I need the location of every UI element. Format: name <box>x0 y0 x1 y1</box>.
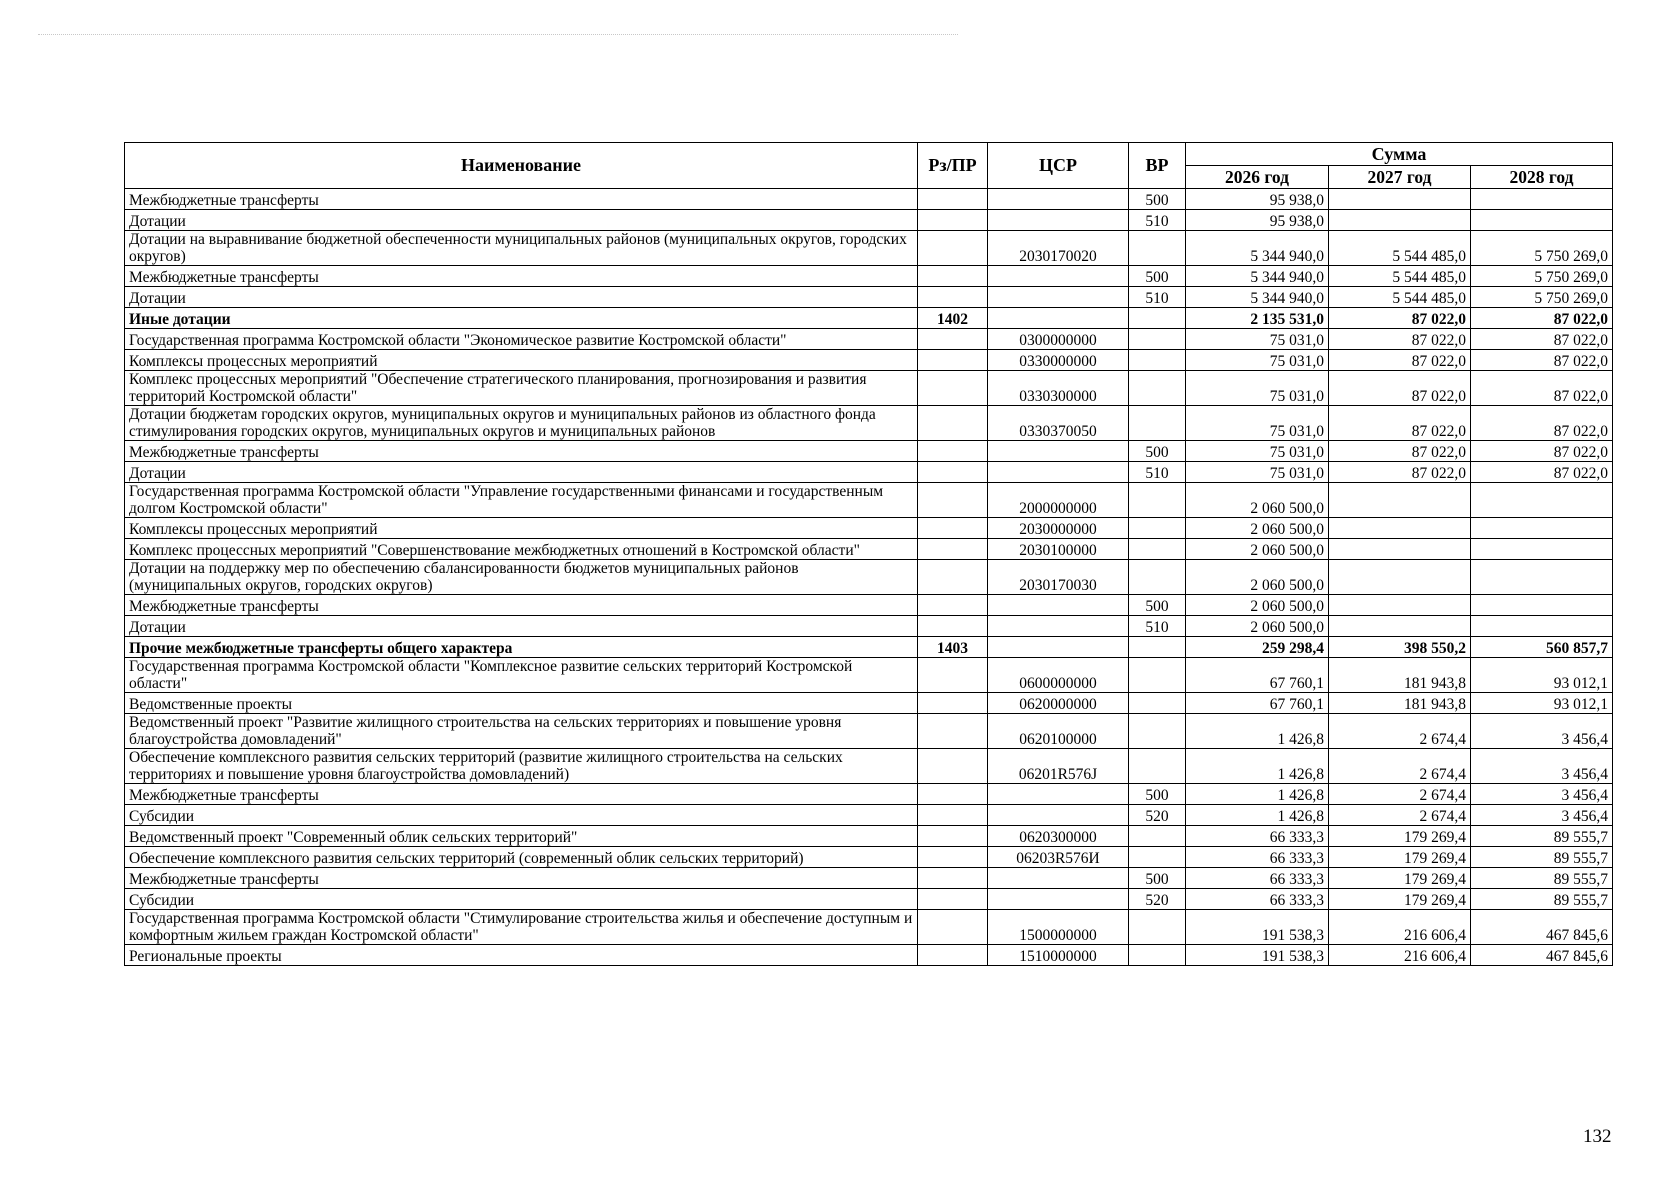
cell-sum-2028 <box>1471 189 1613 210</box>
cell-csr <box>988 308 1129 329</box>
cell-rz-pr <box>918 329 988 350</box>
cell-vr <box>1129 483 1186 518</box>
cell-sum-2028: 3 456,4 <box>1471 784 1613 805</box>
cell-sum-2028: 87 022,0 <box>1471 350 1613 371</box>
cell-csr <box>988 616 1129 637</box>
cell-sum-2027: 87 022,0 <box>1329 350 1471 371</box>
cell-sum-2026: 5 344 940,0 <box>1186 266 1329 287</box>
cell-csr: 0600000000 <box>988 658 1129 693</box>
cell-name: Межбюджетные трансферты <box>125 595 918 616</box>
table-row <box>125 784 1613 805</box>
cell-vr: 510 <box>1129 287 1186 308</box>
cell-sum-2026: 1 426,8 <box>1186 805 1329 826</box>
table-row <box>125 462 1613 483</box>
cell-sum-2026: 75 031,0 <box>1186 406 1329 441</box>
cell-sum-2026: 95 938,0 <box>1186 189 1329 210</box>
cell-vr: 510 <box>1129 462 1186 483</box>
cell-name: Межбюджетные трансферты <box>125 441 918 462</box>
cell-name: Государственная программа Костромской области "Стимулирование строительства жилья и обеспечение доступным и комфортным жильем граждан Костромской области" <box>125 910 918 945</box>
cell-rz-pr <box>918 210 988 231</box>
cell-sum-2027: 5 544 485,0 <box>1329 231 1471 266</box>
cell-rz-pr <box>918 616 988 637</box>
cell-rz-pr <box>918 945 988 966</box>
cell-name: Дотации на поддержку мер по обеспечению сбалансированности бюджетов муниципальных районов (муниципальных округов, городских округов) <box>125 560 918 595</box>
cell-name: Комплексы процессных мероприятий <box>125 350 918 371</box>
cell-vr <box>1129 693 1186 714</box>
table-row <box>125 805 1613 826</box>
table-row <box>125 749 1613 784</box>
cell-sum-2028: 5 750 269,0 <box>1471 231 1613 266</box>
table-row <box>125 371 1613 406</box>
cell-rz-pr <box>918 693 988 714</box>
cell-vr <box>1129 910 1186 945</box>
cell-rz-pr <box>918 462 988 483</box>
cell-csr: 0620000000 <box>988 693 1129 714</box>
table-row <box>125 350 1613 371</box>
cell-sum-2026: 2 060 500,0 <box>1186 518 1329 539</box>
cell-name: Субсидии <box>125 889 918 910</box>
cell-sum-2027 <box>1329 539 1471 560</box>
table-row <box>125 826 1613 847</box>
cell-csr <box>988 266 1129 287</box>
cell-sum-2028 <box>1471 560 1613 595</box>
cell-vr: 500 <box>1129 595 1186 616</box>
header-vr: ВР <box>1129 143 1186 189</box>
cell-vr <box>1129 329 1186 350</box>
cell-vr: 510 <box>1129 210 1186 231</box>
cell-csr <box>988 889 1129 910</box>
cell-csr <box>988 441 1129 462</box>
cell-name: Дотации бюджетам городских округов, муниципальных округов и муниципальных районов из областного фонда стимулирования городских округов, муниципальных округов и муниципальных районов <box>125 406 918 441</box>
cell-sum-2028 <box>1471 483 1613 518</box>
cell-csr <box>988 189 1129 210</box>
header-name: Наименование <box>125 143 918 189</box>
cell-sum-2026: 75 031,0 <box>1186 441 1329 462</box>
cell-vr <box>1129 945 1186 966</box>
cell-sum-2027: 87 022,0 <box>1329 441 1471 462</box>
cell-name: Ведомственный проект "Современный облик сельских территорий" <box>125 826 918 847</box>
cell-sum-2027: 179 269,4 <box>1329 868 1471 889</box>
cell-sum-2028: 89 555,7 <box>1471 889 1613 910</box>
cell-csr: 06201R576J <box>988 749 1129 784</box>
cell-sum-2027 <box>1329 189 1471 210</box>
cell-sum-2028: 3 456,4 <box>1471 714 1613 749</box>
cell-sum-2026: 75 031,0 <box>1186 329 1329 350</box>
cell-vr <box>1129 749 1186 784</box>
cell-csr: 0620300000 <box>988 826 1129 847</box>
cell-sum-2027: 2 674,4 <box>1329 714 1471 749</box>
cell-sum-2028: 87 022,0 <box>1471 371 1613 406</box>
cell-rz-pr <box>918 539 988 560</box>
cell-csr: 0330300000 <box>988 371 1129 406</box>
cell-vr: 500 <box>1129 441 1186 462</box>
cell-vr <box>1129 637 1186 658</box>
cell-sum-2026: 67 760,1 <box>1186 658 1329 693</box>
cell-csr: 2030000000 <box>988 518 1129 539</box>
table-row <box>125 210 1613 231</box>
cell-csr: 0330370050 <box>988 406 1129 441</box>
cell-rz-pr <box>918 441 988 462</box>
cell-sum-2026: 1 426,8 <box>1186 714 1329 749</box>
cell-rz-pr <box>918 714 988 749</box>
cell-sum-2028 <box>1471 616 1613 637</box>
cell-sum-2027: 87 022,0 <box>1329 462 1471 483</box>
cell-sum-2028: 3 456,4 <box>1471 805 1613 826</box>
cell-sum-2026: 5 344 940,0 <box>1186 231 1329 266</box>
cell-name: Дотации на выравнивание бюджетной обеспеченности муниципальных районов (муниципальных округов, городских округов) <box>125 231 918 266</box>
cell-sum-2026: 2 060 500,0 <box>1186 616 1329 637</box>
cell-sum-2026: 95 938,0 <box>1186 210 1329 231</box>
cell-sum-2027: 181 943,8 <box>1329 693 1471 714</box>
cell-rz-pr <box>918 868 988 889</box>
cell-name: Прочие межбюджетные трансферты общего характера <box>125 637 918 658</box>
table-row <box>125 441 1613 462</box>
table-row <box>125 945 1613 966</box>
cell-name: Обеспечение комплексного развития сельских территорий (современный облик сельских территорий) <box>125 847 918 868</box>
cell-vr: 520 <box>1129 805 1186 826</box>
cell-name: Государственная программа Костромской области "Комплексное развитие сельских территорий Костромской области" <box>125 658 918 693</box>
cell-sum-2028: 89 555,7 <box>1471 826 1613 847</box>
cell-sum-2026: 2 060 500,0 <box>1186 595 1329 616</box>
cell-name: Межбюджетные трансферты <box>125 868 918 889</box>
cell-vr <box>1129 518 1186 539</box>
cell-rz-pr <box>918 266 988 287</box>
cell-sum-2028: 467 845,6 <box>1471 945 1613 966</box>
cell-vr <box>1129 371 1186 406</box>
table-row <box>125 910 1613 945</box>
cell-sum-2028: 87 022,0 <box>1471 406 1613 441</box>
table-row <box>125 406 1613 441</box>
budget-table <box>124 142 1613 966</box>
scan-artifact-line <box>38 34 958 35</box>
cell-sum-2027 <box>1329 210 1471 231</box>
table-row <box>125 693 1613 714</box>
cell-rz-pr <box>918 518 988 539</box>
cell-rz-pr <box>918 483 988 518</box>
header-year-2026: 2026 год <box>1186 166 1329 189</box>
cell-sum-2026: 66 333,3 <box>1186 868 1329 889</box>
cell-vr: 500 <box>1129 868 1186 889</box>
table-row <box>125 287 1613 308</box>
cell-sum-2028 <box>1471 539 1613 560</box>
cell-sum-2026: 67 760,1 <box>1186 693 1329 714</box>
cell-rz-pr: 1403 <box>918 637 988 658</box>
cell-sum-2027: 181 943,8 <box>1329 658 1471 693</box>
table-row <box>125 616 1613 637</box>
cell-sum-2027: 2 674,4 <box>1329 784 1471 805</box>
cell-sum-2027: 179 269,4 <box>1329 826 1471 847</box>
cell-vr <box>1129 847 1186 868</box>
cell-sum-2027 <box>1329 595 1471 616</box>
cell-vr <box>1129 826 1186 847</box>
cell-csr <box>988 462 1129 483</box>
table-row <box>125 714 1613 749</box>
table-row <box>125 483 1613 518</box>
cell-rz-pr <box>918 231 988 266</box>
cell-name: Межбюджетные трансферты <box>125 266 918 287</box>
cell-csr <box>988 637 1129 658</box>
cell-sum-2026: 2 135 531,0 <box>1186 308 1329 329</box>
cell-rz-pr <box>918 189 988 210</box>
cell-name: Комплексы процессных мероприятий <box>125 518 918 539</box>
cell-name: Комплекс процессных мероприятий "Обеспечение стратегического планирования, прогнозирования и развития территорий Костромской области" <box>125 371 918 406</box>
cell-name: Межбюджетные трансферты <box>125 784 918 805</box>
cell-csr: 0330000000 <box>988 350 1129 371</box>
cell-sum-2027 <box>1329 518 1471 539</box>
table-row <box>125 868 1613 889</box>
cell-name: Государственная программа Костромской области "Управление государственными финансами и государственным долгом Костромской области" <box>125 483 918 518</box>
cell-sum-2027: 87 022,0 <box>1329 371 1471 406</box>
table-row <box>125 658 1613 693</box>
cell-sum-2026: 5 344 940,0 <box>1186 287 1329 308</box>
table-row <box>125 539 1613 560</box>
cell-sum-2026: 66 333,3 <box>1186 826 1329 847</box>
table-row <box>125 595 1613 616</box>
cell-name: Иные дотации <box>125 308 918 329</box>
cell-sum-2028: 87 022,0 <box>1471 308 1613 329</box>
cell-csr: 2000000000 <box>988 483 1129 518</box>
cell-sum-2028 <box>1471 210 1613 231</box>
cell-csr <box>988 595 1129 616</box>
cell-vr <box>1129 406 1186 441</box>
cell-vr: 500 <box>1129 266 1186 287</box>
cell-sum-2027: 5 544 485,0 <box>1329 266 1471 287</box>
cell-sum-2028 <box>1471 595 1613 616</box>
cell-sum-2028: 93 012,1 <box>1471 693 1613 714</box>
cell-vr: 520 <box>1129 889 1186 910</box>
header-sum: Сумма <box>1186 143 1613 166</box>
table-row <box>125 329 1613 350</box>
cell-sum-2028 <box>1471 518 1613 539</box>
cell-sum-2027 <box>1329 560 1471 595</box>
cell-rz-pr <box>918 784 988 805</box>
cell-vr <box>1129 308 1186 329</box>
cell-rz-pr <box>918 560 988 595</box>
cell-sum-2028: 560 857,7 <box>1471 637 1613 658</box>
cell-sum-2028: 5 750 269,0 <box>1471 287 1613 308</box>
cell-vr: 510 <box>1129 616 1186 637</box>
cell-sum-2028: 3 456,4 <box>1471 749 1613 784</box>
table-row <box>125 518 1613 539</box>
cell-sum-2026: 1 426,8 <box>1186 784 1329 805</box>
table-row <box>125 560 1613 595</box>
table-header <box>125 143 1613 189</box>
table-row <box>125 189 1613 210</box>
cell-sum-2028: 5 750 269,0 <box>1471 266 1613 287</box>
cell-name: Межбюджетные трансферты <box>125 189 918 210</box>
cell-name: Дотации <box>125 210 918 231</box>
table-row <box>125 308 1613 329</box>
table-row <box>125 637 1613 658</box>
cell-vr <box>1129 560 1186 595</box>
cell-csr <box>988 805 1129 826</box>
cell-rz-pr <box>918 889 988 910</box>
cell-name: Субсидии <box>125 805 918 826</box>
cell-rz-pr <box>918 406 988 441</box>
cell-sum-2027: 216 606,4 <box>1329 910 1471 945</box>
cell-sum-2028: 87 022,0 <box>1471 329 1613 350</box>
table-row <box>125 266 1613 287</box>
cell-sum-2027: 398 550,2 <box>1329 637 1471 658</box>
cell-sum-2027: 87 022,0 <box>1329 308 1471 329</box>
header-year-2027: 2027 год <box>1329 166 1471 189</box>
cell-rz-pr <box>918 805 988 826</box>
cell-csr <box>988 210 1129 231</box>
cell-rz-pr: 1402 <box>918 308 988 329</box>
cell-sum-2027: 179 269,4 <box>1329 889 1471 910</box>
cell-vr <box>1129 350 1186 371</box>
cell-sum-2027: 2 674,4 <box>1329 749 1471 784</box>
cell-name: Обеспечение комплексного развития сельских территорий (развитие жилищного строительства на сельских территориях и повышение уровня благоустройства домовладений) <box>125 749 918 784</box>
cell-vr: 500 <box>1129 784 1186 805</box>
cell-name: Комплекс процессных мероприятий "Совершенствование межбюджетных отношений в Костромской области" <box>125 539 918 560</box>
cell-csr: 2030170020 <box>988 231 1129 266</box>
cell-vr <box>1129 231 1186 266</box>
cell-sum-2027: 87 022,0 <box>1329 329 1471 350</box>
cell-vr <box>1129 658 1186 693</box>
cell-rz-pr <box>918 658 988 693</box>
cell-name: Ведомственные проекты <box>125 693 918 714</box>
cell-csr: 0620100000 <box>988 714 1129 749</box>
cell-sum-2026: 191 538,3 <box>1186 945 1329 966</box>
cell-csr <box>988 287 1129 308</box>
cell-sum-2026: 75 031,0 <box>1186 371 1329 406</box>
cell-sum-2027: 2 674,4 <box>1329 805 1471 826</box>
cell-csr: 2030100000 <box>988 539 1129 560</box>
cell-rz-pr <box>918 847 988 868</box>
table-body <box>125 189 1613 966</box>
cell-rz-pr <box>918 595 988 616</box>
cell-name: Государственная программа Костромской области "Экономическое развитие Костромской области" <box>125 329 918 350</box>
cell-sum-2028: 87 022,0 <box>1471 441 1613 462</box>
header-rz: Рз/ПР <box>918 143 988 189</box>
cell-sum-2028: 87 022,0 <box>1471 462 1613 483</box>
page-number: 132 <box>1583 1126 1612 1147</box>
cell-sum-2026: 75 031,0 <box>1186 462 1329 483</box>
cell-sum-2026: 2 060 500,0 <box>1186 483 1329 518</box>
cell-rz-pr <box>918 287 988 308</box>
cell-sum-2028: 89 555,7 <box>1471 868 1613 889</box>
cell-sum-2026: 259 298,4 <box>1186 637 1329 658</box>
cell-vr: 500 <box>1129 189 1186 210</box>
cell-sum-2027 <box>1329 616 1471 637</box>
cell-csr: 06203R576И <box>988 847 1129 868</box>
table-row <box>125 231 1613 266</box>
cell-csr: 0300000000 <box>988 329 1129 350</box>
header-year-2028: 2028 год <box>1471 166 1613 189</box>
cell-sum-2026: 2 060 500,0 <box>1186 539 1329 560</box>
cell-rz-pr <box>918 910 988 945</box>
cell-sum-2028: 467 845,6 <box>1471 910 1613 945</box>
cell-sum-2026: 66 333,3 <box>1186 889 1329 910</box>
cell-sum-2027 <box>1329 483 1471 518</box>
cell-csr <box>988 868 1129 889</box>
cell-name: Региональные проекты <box>125 945 918 966</box>
cell-vr <box>1129 714 1186 749</box>
cell-csr: 1500000000 <box>988 910 1129 945</box>
cell-sum-2027: 5 544 485,0 <box>1329 287 1471 308</box>
cell-vr <box>1129 539 1186 560</box>
cell-sum-2026: 75 031,0 <box>1186 350 1329 371</box>
cell-sum-2026: 191 538,3 <box>1186 910 1329 945</box>
cell-sum-2026: 66 333,3 <box>1186 847 1329 868</box>
cell-rz-pr <box>918 826 988 847</box>
table-row <box>125 847 1613 868</box>
cell-name: Дотации <box>125 616 918 637</box>
cell-name: Дотации <box>125 287 918 308</box>
cell-sum-2027: 87 022,0 <box>1329 406 1471 441</box>
cell-sum-2026: 1 426,8 <box>1186 749 1329 784</box>
header-csr: ЦСР <box>988 143 1129 189</box>
cell-name: Дотации <box>125 462 918 483</box>
cell-sum-2027: 216 606,4 <box>1329 945 1471 966</box>
cell-rz-pr <box>918 371 988 406</box>
cell-sum-2028: 89 555,7 <box>1471 847 1613 868</box>
cell-rz-pr <box>918 749 988 784</box>
cell-csr <box>988 784 1129 805</box>
cell-name: Ведомственный проект "Развитие жилищного строительства на сельских территориях и повышение уровня благоустройства домовладений" <box>125 714 918 749</box>
cell-rz-pr <box>918 350 988 371</box>
cell-csr: 1510000000 <box>988 945 1129 966</box>
cell-sum-2026: 2 060 500,0 <box>1186 560 1329 595</box>
table-row <box>125 889 1613 910</box>
cell-sum-2028: 93 012,1 <box>1471 658 1613 693</box>
cell-csr: 2030170030 <box>988 560 1129 595</box>
cell-sum-2027: 179 269,4 <box>1329 847 1471 868</box>
